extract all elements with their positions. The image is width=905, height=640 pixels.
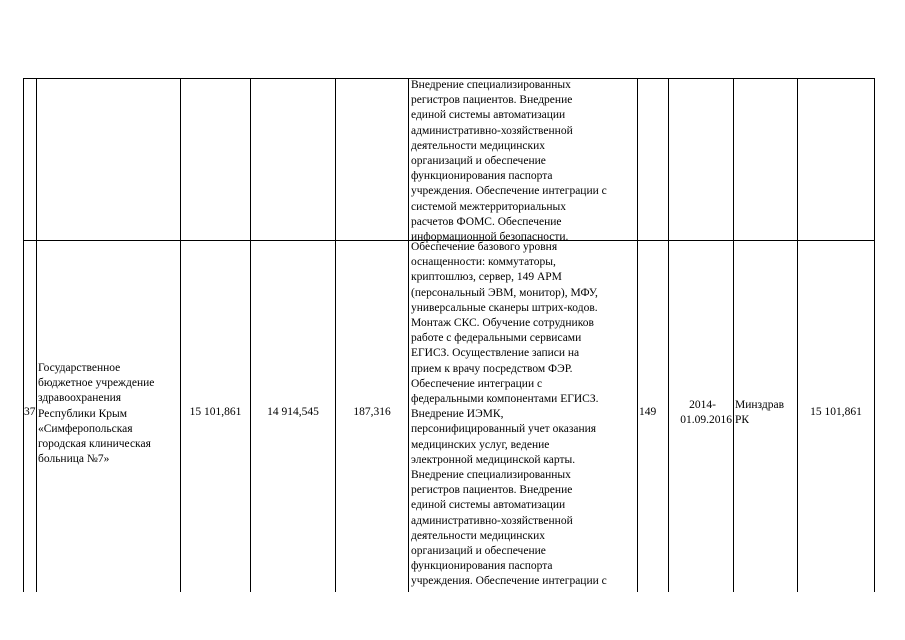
description-line: Внедрение специализированных [411, 79, 571, 91]
description-line: универсальные сканеры штрих-кодов. [411, 301, 598, 314]
funding-amount: 15 101,861 [810, 406, 862, 418]
description-line: (персональный ЭВМ, монитор), МФУ, [411, 286, 598, 299]
description-line: электронной медицинской карты. [411, 453, 576, 466]
description-line: организаций и обеспечение [411, 545, 546, 558]
period-line: 2014- [689, 399, 716, 411]
org-line: Государственное [38, 362, 121, 374]
description-line: учреждения. Обеспечение интеграции с [411, 185, 607, 198]
description-line: функционирования паспорта [411, 560, 553, 573]
description-line: прием к врачу посредством ФЭР. [411, 362, 573, 375]
period [669, 398, 732, 428]
description-line: федеральными компонентами ЕГИСЗ. [411, 393, 599, 406]
responsible-line: Минздрав [735, 399, 785, 411]
description-line: персонифицированный учет оказания [411, 423, 597, 436]
federal-amount: 14 914,545 [267, 406, 319, 418]
org-line: больница №7» [38, 453, 110, 466]
org-line: Республики Крым [38, 407, 127, 420]
responsible-body [735, 398, 784, 428]
responsible-line: РК [735, 414, 750, 427]
description-line: медицинских услуг, ведение [411, 438, 550, 451]
description-line: функционирования паспорта [411, 170, 553, 183]
description-line: Обеспечение базового уровня [411, 241, 558, 253]
description-line: деятельности медицинских [411, 529, 546, 542]
description-line: Внедрение специализированных [411, 469, 571, 482]
description-line: единой системы автоматизации [411, 499, 566, 512]
description-line: информационной безопасности. [411, 231, 569, 244]
description-line: административно-хозяйственной [411, 124, 573, 137]
description-line: регистров пациентов. Внедрение [411, 484, 573, 497]
org-line: бюджетное учреждение [38, 377, 155, 390]
description-line: деятельности медицинских [411, 139, 546, 152]
description-line: регистров пациентов. Внедрение [411, 94, 573, 107]
description-line: системой межтерриториальных [411, 200, 567, 213]
regional-amount: 187,316 [353, 406, 391, 418]
description-line: Внедрение ИЭМК, [411, 408, 504, 421]
org-line: городская клиническая [38, 438, 151, 451]
quantity: 149 [639, 406, 657, 418]
description-line: расчетов ФОМС. Обеспечение [411, 215, 562, 228]
continued-description [411, 78, 607, 245]
description-line: криптошлюз, сервер, 149 АРМ [411, 271, 562, 284]
total-amount: 15 101,861 [189, 406, 242, 418]
description-line: организаций и обеспечение [411, 155, 546, 168]
description-line: единой системы автоматизации [411, 109, 566, 122]
row-37-description [411, 240, 607, 590]
organization-name [38, 361, 154, 467]
description-line: учреждения. Обеспечение интеграции с [411, 575, 607, 588]
org-line: «Симферопольская [38, 422, 133, 435]
description-line: ЕГИСЗ. Осуществление записи на [411, 347, 580, 360]
description-line: Монтаж СКС. Обучение сотрудников [411, 317, 594, 330]
row-number: 37 [24, 406, 36, 418]
description-line: работе с федеральными сервисами [411, 332, 582, 345]
description-line: оснащенности: коммутаторы, [411, 256, 556, 269]
org-line: здравоохранения [38, 392, 122, 405]
description-line: Обеспечение интеграции с [411, 377, 543, 390]
period-line: 01.09.2016 [680, 414, 732, 427]
description-line: административно-хозяйственной [411, 514, 573, 527]
